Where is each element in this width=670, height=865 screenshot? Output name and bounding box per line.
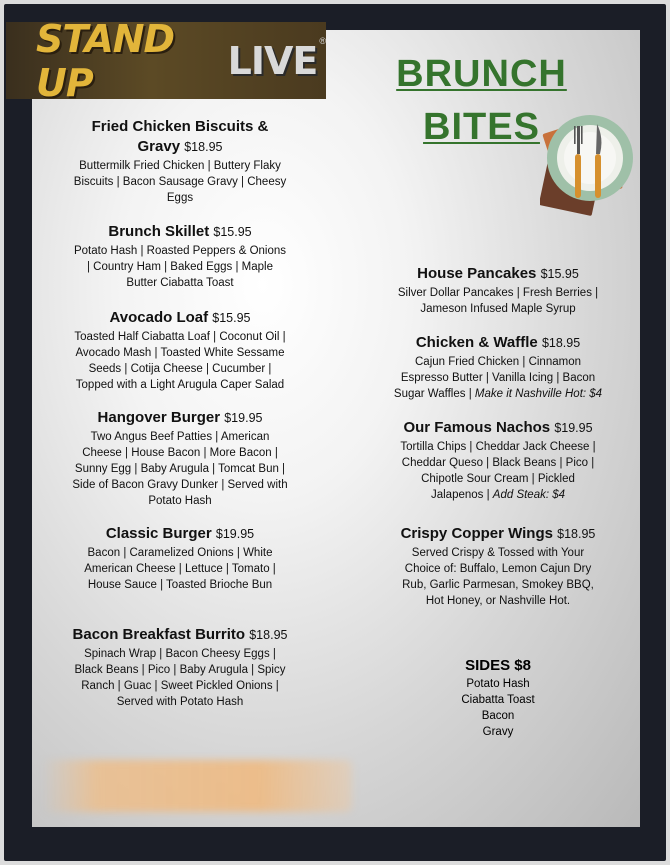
item-desc-line: American Cheese | Lettuce | Tomato | (84, 563, 276, 575)
item-name: Gravy (137, 138, 181, 155)
logo-registered-mark: ® (319, 36, 326, 46)
item-desc-line: Hot Honey, or Nashville Hot. (425, 595, 571, 607)
item-price: $15.95 (540, 267, 579, 281)
item-price: $18.95 (557, 527, 596, 541)
side-item: Ciabatta Toast (461, 694, 535, 706)
item-desc-line: | Country Ham | Baked Eggs | Maple (86, 261, 274, 273)
item-name: Brunch Skillet (108, 223, 210, 240)
menu-item (384, 524, 612, 609)
item-desc-line: Buttermilk Fried Chicken | Buttery Flaky (79, 160, 281, 172)
item-desc-line: Jalapenos | (430, 489, 493, 501)
item-desc-line: Potato Hash | Roasted Peppers & Onions (73, 245, 287, 257)
item-desc-line: Chipotle Sour Cream | Pickled (421, 473, 575, 485)
item-desc-line: Sunny Egg | Baby Arugula | Tomcat Bun | (74, 463, 286, 475)
item-desc-line: Rub, Garlic Parmesan, Smokey BBQ, (402, 579, 594, 591)
side-item: Bacon (481, 710, 515, 722)
item-price: $18.95 (541, 336, 581, 350)
menu-item (56, 308, 304, 393)
title-line-2: BITES (423, 106, 540, 148)
item-desc-line: Choice of: Buffalo, Lemon Cajun Dry (404, 563, 592, 575)
menu-item (56, 524, 304, 593)
item-name: Classic Burger (105, 525, 212, 542)
sides-title: SIDES $8 (465, 657, 531, 674)
plate-with-fork-and-knife-icon (540, 108, 634, 222)
item-desc-line: Tortilla Chips | Cheddar Jack Cheese | (400, 441, 596, 453)
title-line-1: BRUNCH (396, 53, 567, 95)
item-price: $15.95 (213, 225, 252, 239)
item-desc-line: Topped with a Light Arugula Caper Salad (75, 379, 285, 391)
item-desc-line: Cheddar Queso | Black Beans | Pico | (401, 457, 595, 469)
menu-item (50, 625, 310, 710)
item-desc-line: Jameson Infused Maple Syrup (420, 303, 576, 315)
item-desc-line: Served with Potato Hash (116, 696, 244, 708)
item-addon-note: Add Steak: $4 (492, 489, 566, 501)
sides-section (420, 656, 576, 740)
item-desc-line: Served Crispy & Tossed with Your (411, 547, 585, 559)
item-name: Hangover Burger (97, 409, 221, 426)
item-name: Our Famous Nachos (403, 419, 551, 436)
item-desc-line: Two Angus Beef Patties | American (90, 431, 270, 443)
item-desc-line: Side of Bacon Gravy Dunker | Served with (72, 479, 288, 491)
side-item: Potato Hash (466, 678, 530, 690)
item-desc-line: Cajun Fried Chicken | Cinnamon (415, 356, 581, 368)
menu-item (380, 333, 616, 402)
menu-item (380, 264, 616, 317)
item-desc-line: Avocado Mash | Toasted White Sessame (75, 347, 285, 359)
item-price: $18.95 (184, 140, 223, 154)
item-desc-line: Toasted Half Ciabatta Loaf | Coconut Oil | (74, 331, 286, 343)
item-price: $19.95 (224, 411, 263, 425)
stand-up-live-logo (6, 16, 326, 105)
item-desc-line: Spinach Wrap | Bacon Cheesy Eggs | (84, 648, 276, 660)
item-desc-line: Potato Hash (148, 495, 212, 507)
menu-item (380, 418, 616, 503)
item-price: $15.95 (212, 311, 251, 325)
smudge-blur (42, 760, 352, 812)
item-name: Fried Chicken Biscuits & (91, 118, 269, 135)
item-addon-note: Make it Nashville Hot: $4 (474, 388, 603, 400)
item-desc-line: Ranch | Guac | Sweet Pickled Onions | (81, 680, 279, 692)
item-name: Avocado Loaf (109, 309, 209, 326)
logo-live-text: LIVE (227, 38, 318, 83)
item-desc-line: House Sauce | Toasted Brioche Bun (87, 579, 273, 591)
item-desc-line: Butter Ciabatta Toast (126, 277, 234, 289)
menu-item (56, 408, 304, 509)
item-desc-line: Biscuits | Bacon Sausage Gravy | Cheesy (73, 176, 287, 188)
item-name: Crispy Copper Wings (400, 525, 553, 542)
item-price: $19.95 (215, 527, 255, 541)
item-name: Bacon Breakfast Burrito (72, 626, 246, 643)
item-desc-line: Black Beans | Pico | Baby Arugula | Spicy (74, 664, 286, 676)
menu-item (62, 117, 298, 206)
item-price: $18.95 (249, 628, 288, 642)
item-desc-line: Eggs (166, 192, 194, 204)
item-name: House Pancakes (417, 265, 537, 282)
item-desc-line: Bacon | Caramelized Onions | White (87, 547, 273, 559)
item-desc-line: Sugar Waffles | (393, 388, 475, 400)
item-desc-line: Espresso Butter | Vanilla Icing | Bacon (400, 372, 596, 384)
item-name: Chicken & Waffle (415, 334, 538, 351)
menu-item (56, 222, 304, 291)
item-desc-line: Cheese | House Bacon | More Bacon | (82, 447, 278, 459)
item-desc-line: Silver Dollar Pancakes | Fresh Berries | (397, 287, 599, 299)
item-price: $19.95 (554, 421, 593, 435)
side-item: Gravy (482, 726, 514, 738)
item-desc-line: Seeds | Cotija Cheese | Cucumber | (88, 363, 272, 375)
logo-stand-text: STAND UP (36, 16, 175, 105)
